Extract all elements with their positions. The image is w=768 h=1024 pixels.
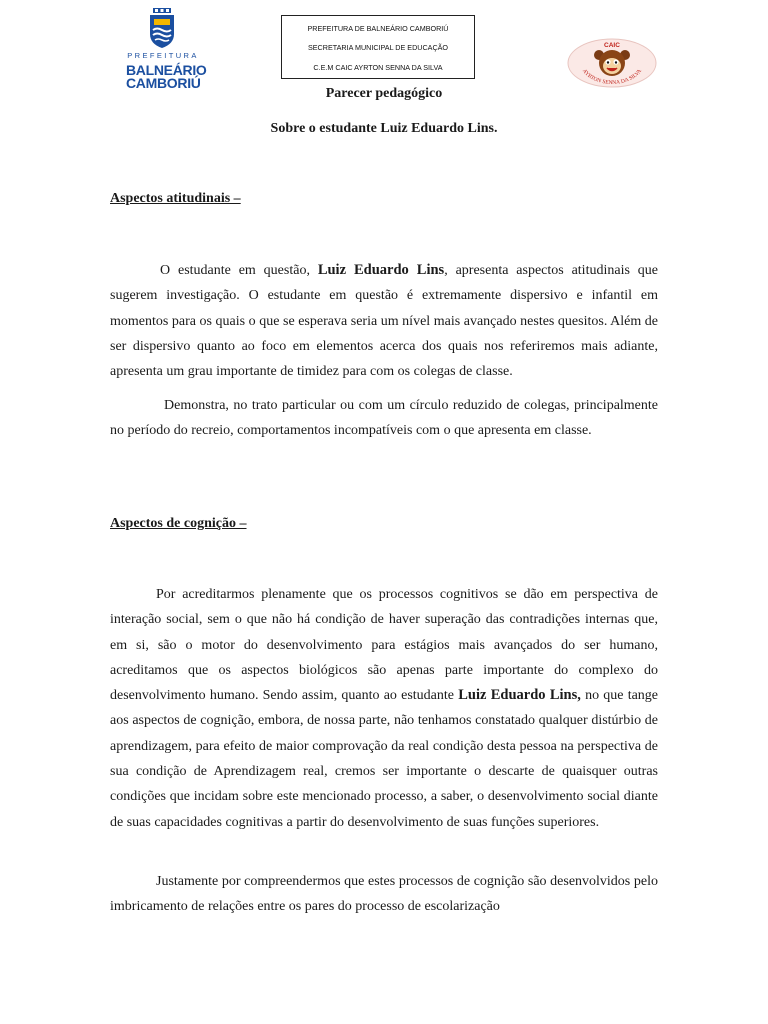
header-line-school: C.E.M CAIC AYRTON SENNA DA SILVA (313, 63, 443, 72)
prefeitura-logo (126, 8, 207, 91)
para-text: no que tange aos aspectos de cognição, embora, de nossa parte, não tenhamos constatado qualquer distúrbio de aprendizagem, para efeito de maior comprovação da real condição desta pessoa na perspectiva de sua condição de Aprendizagem real, cremos ser importante o descarte de quaisquer outras condições que incidam sobre este mencionado processo, a saber, o desenvolvimento social diante de suas capacidades cognitivas a partir do desenvolvimento de suas funções superiores. (110, 688, 659, 830)
para-text: Por acreditarmos plenamente que os processos cognitivos se dão em perspectiva de interação social, sem o que não há condição de haver superação das contradições internas que, em si, são o motor do desenvolvimento para estágios mais avançados do ser humano, acreditamos que os aspectos biológicos são apenas parte importante do complexo do desenvolvimento humano. Sendo assim, quanto ao estudante (110, 587, 658, 704)
logo-line-prefeitura: PREFEITURA (127, 51, 199, 60)
student-name: Luiz Eduardo Lins, (458, 687, 581, 704)
paragraph-cognicao-2: Justamente por compreendermos que estes processos de cognição são desenvolvidos pelo imbricamento de relações entre os pares do processo de escolarização (110, 874, 658, 915)
section-heading-cognicao: Aspectos de cognição – (110, 516, 247, 531)
header-line-secretaria: SECRETARIA MUNICIPAL DE EDUCAÇÃO (307, 43, 449, 52)
document-subtitle: Sobre o estudante Luiz Eduardo Lins. (270, 121, 498, 136)
logo-line-balneario: BALNEÁRIO (126, 62, 207, 78)
section-heading-atitudinais: Aspectos atitudinais – (110, 191, 241, 206)
caic-logo (566, 38, 658, 88)
caic-arc-text: AYRTON SENNA DA SILVA (580, 68, 644, 87)
para-text: , apresenta aspectos atitudinais que sugerem investigação. O estudante em questão é extremamente dispersivo e infantil em momentos para os quais o que se esperava seria um nível mais avançado nestes quesitos. Além de ser dispersivo quanto ao foco em elementos acerca dos quais nos referiremos mais adiante, apresenta um grau importante de timidez para com os colegas de classe. (110, 263, 658, 380)
student-name: Luiz Eduardo Lins (317, 262, 445, 278)
caic-logo-text: CAIC (604, 42, 620, 49)
paragraph-atitudinais-1 (110, 258, 658, 384)
header-line-prefeitura: PREFEITURA DE BALNEÁRIO CAMBORIÚ (307, 24, 449, 33)
institution-header-box (281, 15, 475, 79)
paragraph-cognicao-1 (110, 582, 658, 835)
para-text: O estudante em questão, (160, 263, 318, 278)
paragraph-atitudinais-2: Demonstra, no trato particular ou com um círculo reduzido de colegas, principalmente no período do recreio, comportamentos incompatíveis com o que apresenta em classe. (110, 398, 658, 439)
document-title: Parecer pedagógico (325, 86, 443, 101)
logo-line-camboriu: CAMBORIÚ (126, 75, 201, 91)
city-crest-icon (147, 8, 177, 48)
